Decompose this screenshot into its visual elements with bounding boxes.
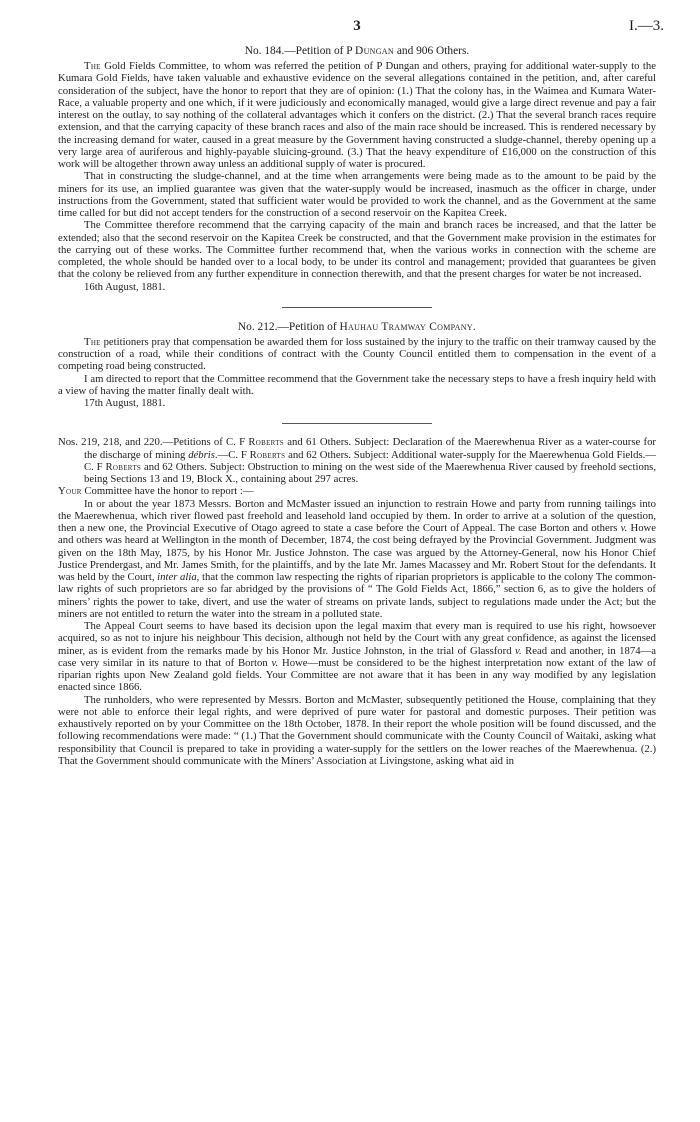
section-212-title-prefix: No. 212.—Petition of xyxy=(237,320,340,333)
versus-italic: v. xyxy=(515,644,522,657)
section-219-paragraph-1 xyxy=(58,498,656,621)
paragraph-text: Read and another, in 1874—a case very similar in its nature to that of Borton xyxy=(58,644,656,669)
heading-part: and 61 Others. Subject: Declaration of the Maerewhenua River as a water-course for the discharge of mining xyxy=(84,436,656,461)
section-212-paragraph-1 xyxy=(58,336,656,373)
paragraph-text: The Appeal Court seems to have based its decision upon the legal maxim that every man is required to use his right, howsoever acquired, so as not to injure his neighbour This decision, although not held by the Court with any great confidence, as against the licensed miner, as is evident from the remarks made by his Honor Mr. Justice Johnston, in the trial of Glassford xyxy=(58,620,656,657)
section-219-heading xyxy=(58,436,656,485)
lead-word: The xyxy=(84,335,101,348)
heading-part: and 62 Others. Subject: Obstruction to mining on the west side of the Maerewhenua River caused by freehold sections, being Sections 13 and 19, Block X., containing about 297 acres. xyxy=(84,460,656,485)
versus-italic: v. xyxy=(271,656,279,669)
paragraph-text: petitioners pray that compensation be awarded them for loss sustained by the injury to the traffic on their tramway caused by the construction of a road, while their conditions of contract with the County Council entitled them to compensation in the event of a competing road being constructed. xyxy=(58,335,656,373)
section-divider xyxy=(282,307,432,308)
petitioner-name: Roberts xyxy=(248,436,284,449)
section-184-title xyxy=(58,44,656,58)
section-219-paragraph-2 xyxy=(58,620,656,694)
paragraph-text: Committee have the honor to report :— xyxy=(81,485,254,498)
section-184-date: 16th August, 1881. xyxy=(84,280,166,293)
section-184-title-prefix: No. 184.—Petition of P xyxy=(244,45,356,57)
section-divider xyxy=(282,423,432,424)
paragraph-text: , that the common law respecting the rights of riparian proprietors is applicable to the colony The common-law rights of such proprietors are so far abridged by the provisions of “ The Gold Fields Act, 1866,” section 6, as to give the holders of miners’ rights the power to take, divert, and use the water of streams on private lands, subject to regulations made under the Act; but the miners are not entitled to return the water into the stream in a polluted state. xyxy=(58,571,656,620)
section-184-petitioner: Dungan xyxy=(355,45,394,57)
versus-italic: v. xyxy=(620,522,628,534)
paragraph-text: Howe—must be considered to be the highest interpretation now extant of the law of riparian rights upon New Zealand gold fields. Your Committee are not aware that it has been in any way modified by any legislation enacted since 1866. xyxy=(58,656,656,694)
heading-part: and 62 Others. Subject: Additional water-supply for the Maerewhenua Gold Fields.—C. F xyxy=(84,448,656,473)
page-header xyxy=(58,14,664,40)
section-212-paragraph-2: I am directed to report that the Committee recommend that the Government take the necessary steps to have a fresh inquiry held with a view of having the matter finally dealt with. xyxy=(58,372,656,397)
heading-italic: débris xyxy=(188,448,215,461)
lead-word: Your xyxy=(58,485,82,498)
page-number: 3 xyxy=(353,18,361,34)
section-219-intro xyxy=(58,485,656,497)
petitioner-name: Roberts xyxy=(249,448,286,461)
section-184-title-suffix: and 906 Others. xyxy=(393,45,470,57)
document-reference: I.—3. xyxy=(629,18,664,34)
lead-word: The xyxy=(84,60,101,72)
section-219-paragraph-3: The runholders, who were represented by Messrs. Borton and McMaster, subsequently petitioned the House, complaining that they were not able to enforce their legal rights, and were deprived of pure water for pastoral and domestic purposes. Their petition was exhaustively reported on by your Committee on the 18th October, 1878. In their report the whole position will be found discussed, and the following recommendations were made: “ (1.) That the Government should communicate with the County Council of Waitaki, asking what responsibility that Council is prepared to take in providing a water-supply for the settlers on the lower reaches of the Maerewhenua. (2.) That the Government should communicate with the Miners’ Association at Livingstone, asking what aid in xyxy=(58,693,656,767)
section-212-title xyxy=(58,320,656,334)
heading-part: Nos. 219, 218, and 220.—Petitions of C. F xyxy=(58,436,249,449)
section-212-date: 17th August, 1881. xyxy=(84,397,166,409)
paragraph-text: Gold Fields Committee, to whom was referred the petition of P Dungan and others, praying for additional water-supply to the Kumara Gold Fields, have taken valuable and exhaustive evidence on the several allegations contained in the petition, and, after careful consideration of the subject, have the honor to report that they are of opinion: (1.) That the colony has, in the Waimea and Kumara Water-Race, a valuable property and one which, if it were judiciously and economically managed, would give a large direct revenue and pay a fair interest on the outlay, to say nothing of the collateral advantages which it confers on the district. (2.) That the several branch races require extension, and that the carrying capacity of these branch races and also of the main race should be increased. This is rendered necessary by the increasing demand for water, caused in a great measure by the Government having constructed a sludge-channel, thereby opening up a very large area of auriferous and highly-payable sluicing-ground. (3.) That the heavy expenditure of £16,000 on the construction of this work will be altogether thrown away unless an additional supply of water is procured. xyxy=(58,60,656,170)
section-212-petitioner: Hauhau Tramway Company. xyxy=(339,320,477,333)
paragraph-text: Howe and others was heard at Wellington in the month of December, 1874, the cost being defrayed by the Provincial Government. Judgment was given on the 18th May, 1875, by his Honor Mr. Justice Johnston. The case was argued by the Attorney-General, now his Honor Chief Justice Prendergast, and Mr. James Smith, for the plaintiffs, and by the late Mr. James Macassey and Mr. Robert Stout for the defendants. It was held by the Court, xyxy=(58,522,657,583)
section-184-paragraph-3: The Committee therefore recommend that the carrying capacity of the main and branch races be increased, and that the latter be extended; also that the second reservoir on the Kapitea Creek be constructed, and that the Government make provision in the estimates for the carrying out of these works. The Committee further recommend that, when the various works in connection with the scheme are completed, the whole should be handed over to a local body, to be under its control and management; provided that guarantees be given that the colony be relieved from any further expenditure in connection therewith, and that the present charges for water be not increased. xyxy=(58,219,656,281)
section-184-paragraph-2: That in constructing the sludge-channel, and at the time when arrangements were being made as to the amount to be paid by the miners for its use, an implied guarantee was given that the water-supply would be increased, inasmuch as the officer in charge, under instructions from the Government, stated that sufficient water would be provided to work the channel, and as the Government at the same time called for but did not accept tenders for the construction of a second reservoir on the Kapitea Creek. xyxy=(58,170,656,219)
heading-part: .—C. F xyxy=(214,448,250,461)
paragraph-text: In or about the year 1873 Messrs. Borton and McMaster issued an injunction to restrain Howe and party from running tailings into the Maerewhenua, which river flowed past freehold and leasehold land occupied by them. In order to arrive at a solution of the question, then a new one, the Provincial Executive of Otago agreed to state a case before the Court of Appeal. The case Borton and others xyxy=(58,497,656,534)
section-184-paragraph-1 xyxy=(58,60,656,170)
document-page xyxy=(58,14,664,767)
petitioner-name: Roberts xyxy=(105,460,142,473)
latin-italic: inter alia xyxy=(157,571,197,583)
